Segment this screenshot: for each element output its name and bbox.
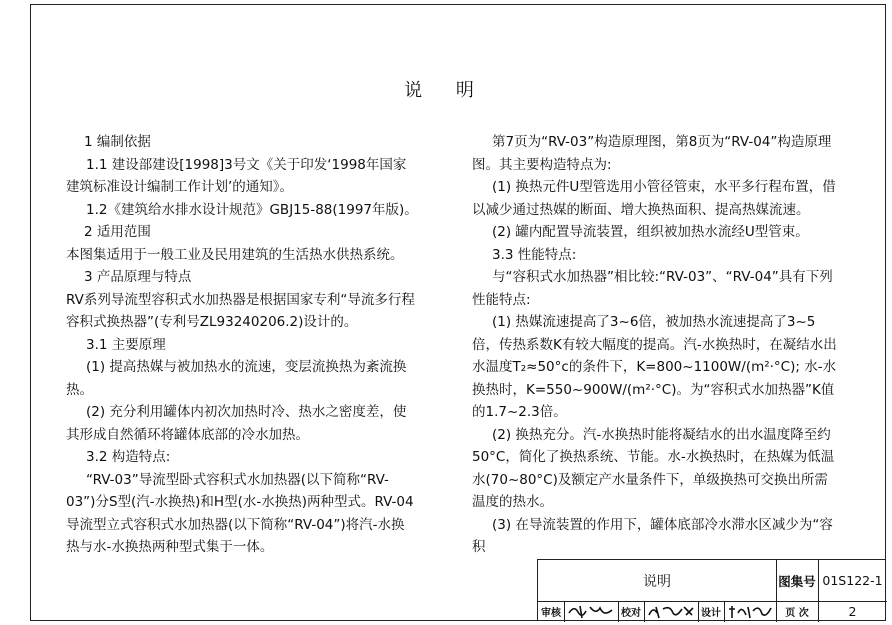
paragraph: (1) 热媒流速提高了3~6倍，被加热水流速提高了3~5倍，传热系数K有较大幅度的提高。汽-水换热时，在凝结水出水温度T₂≈50°c的条件下，K=800~1100W/(m²·°C); 水-水换热时，K=550~900W/(m²·°C)。为“容积式水加热器”K值的1.7~2.3倍。 (472, 314, 837, 420)
section-heading: 3 产品原理与特点 (84, 269, 192, 285)
reviewer-signature (566, 603, 616, 620)
paragraph: (2) 充分利用罐体内初次加热时冷、热水之密度差，使其形成自然循环将罐体底部的冷水加热。 (66, 404, 407, 443)
page-label: 页 次 (785, 608, 809, 619)
paragraph: “RV-03”导流型卧式容积式水加热器(以下简称“RV-03”)分S型(汽-水换热)和H型(水-水换热)两种型式。RV-04导流型立式容积式水加热器(以下简称“RV-04”)将汽-水换热与水-水换热两种型式集于一体。 (66, 471, 414, 555)
subsection-heading: 3.2 构造特点: (86, 449, 171, 465)
paragraph: 第7页为“RV-03”构造原理图，第8页为“RV-04”构造原理图。其主要构造特点为: (472, 134, 832, 173)
checker-signature (646, 603, 696, 620)
section-heading: 2 适用范围 (84, 224, 151, 240)
paragraph: 1.1 建设部建设[1998]3号文《关于印发‘1998年国家建筑标准设计编制工作计划’的通知》。 (66, 156, 407, 195)
paragraph: (1) 提高热媒与被加热水的流速，变层流换热为紊流换热。 (66, 359, 407, 398)
subsection-heading: 3.1 主要原理 (86, 336, 166, 353)
atlas-no-label: 图集号 (778, 573, 816, 589)
paragraph: (1) 换热元件U型管选用小管径管束，水平多行程布置，借以减少通过热媒的断面、增大换热面积、提高热媒流速。 (472, 179, 836, 218)
section-heading: 1 编制依据 (84, 134, 151, 150)
designer-signature (726, 603, 774, 620)
paragraph: RV系列导流型容积式水加热器是根据国家专利“导流多行程容积式换热器”(专利号ZL93240206.2)设计的。 (66, 291, 415, 330)
drawing-name: 说明 (643, 573, 671, 590)
page-number: 2 (848, 604, 857, 619)
right-column (472, 131, 838, 559)
check-label: 校对 (621, 608, 641, 619)
paragraph: 本图集适用于一般工业及民用建筑的生活热水供热系统。 (66, 246, 404, 263)
design-label: 设计 (701, 608, 721, 619)
paragraph: (2) 换热充分。汽-水换热时能将凝结水的出水温度降至约50°C，简化了换热系统、节能。水-水换热时，在热媒为低温水(70~80°C)及额定产水量条件下，单级换热可交换出所需温度的热水。 (472, 426, 835, 510)
left-column (66, 131, 418, 559)
title-block (537, 559, 886, 621)
page-title: 说 明 (404, 80, 488, 101)
paragraph: 与“容积式水加热器”相比较:“RV-03”、“RV-04”具有下列性能特点: (472, 269, 833, 308)
subsection-heading: 3.3 性能特点: (492, 246, 577, 263)
paragraph: 1.2《建筑给水排水设计规范》GBJ15-88(1997年版)。 (86, 201, 418, 218)
atlas-no: 01S122-1 (822, 573, 883, 588)
review-label: 审核 (541, 608, 561, 619)
paragraph: (2) 罐内配置导流装置，组织被加热水流经U型管束。 (492, 224, 809, 240)
paragraph: (3) 在导流装置的作用下，罐体底部冷水滞水区减少为“容积 (472, 516, 833, 555)
